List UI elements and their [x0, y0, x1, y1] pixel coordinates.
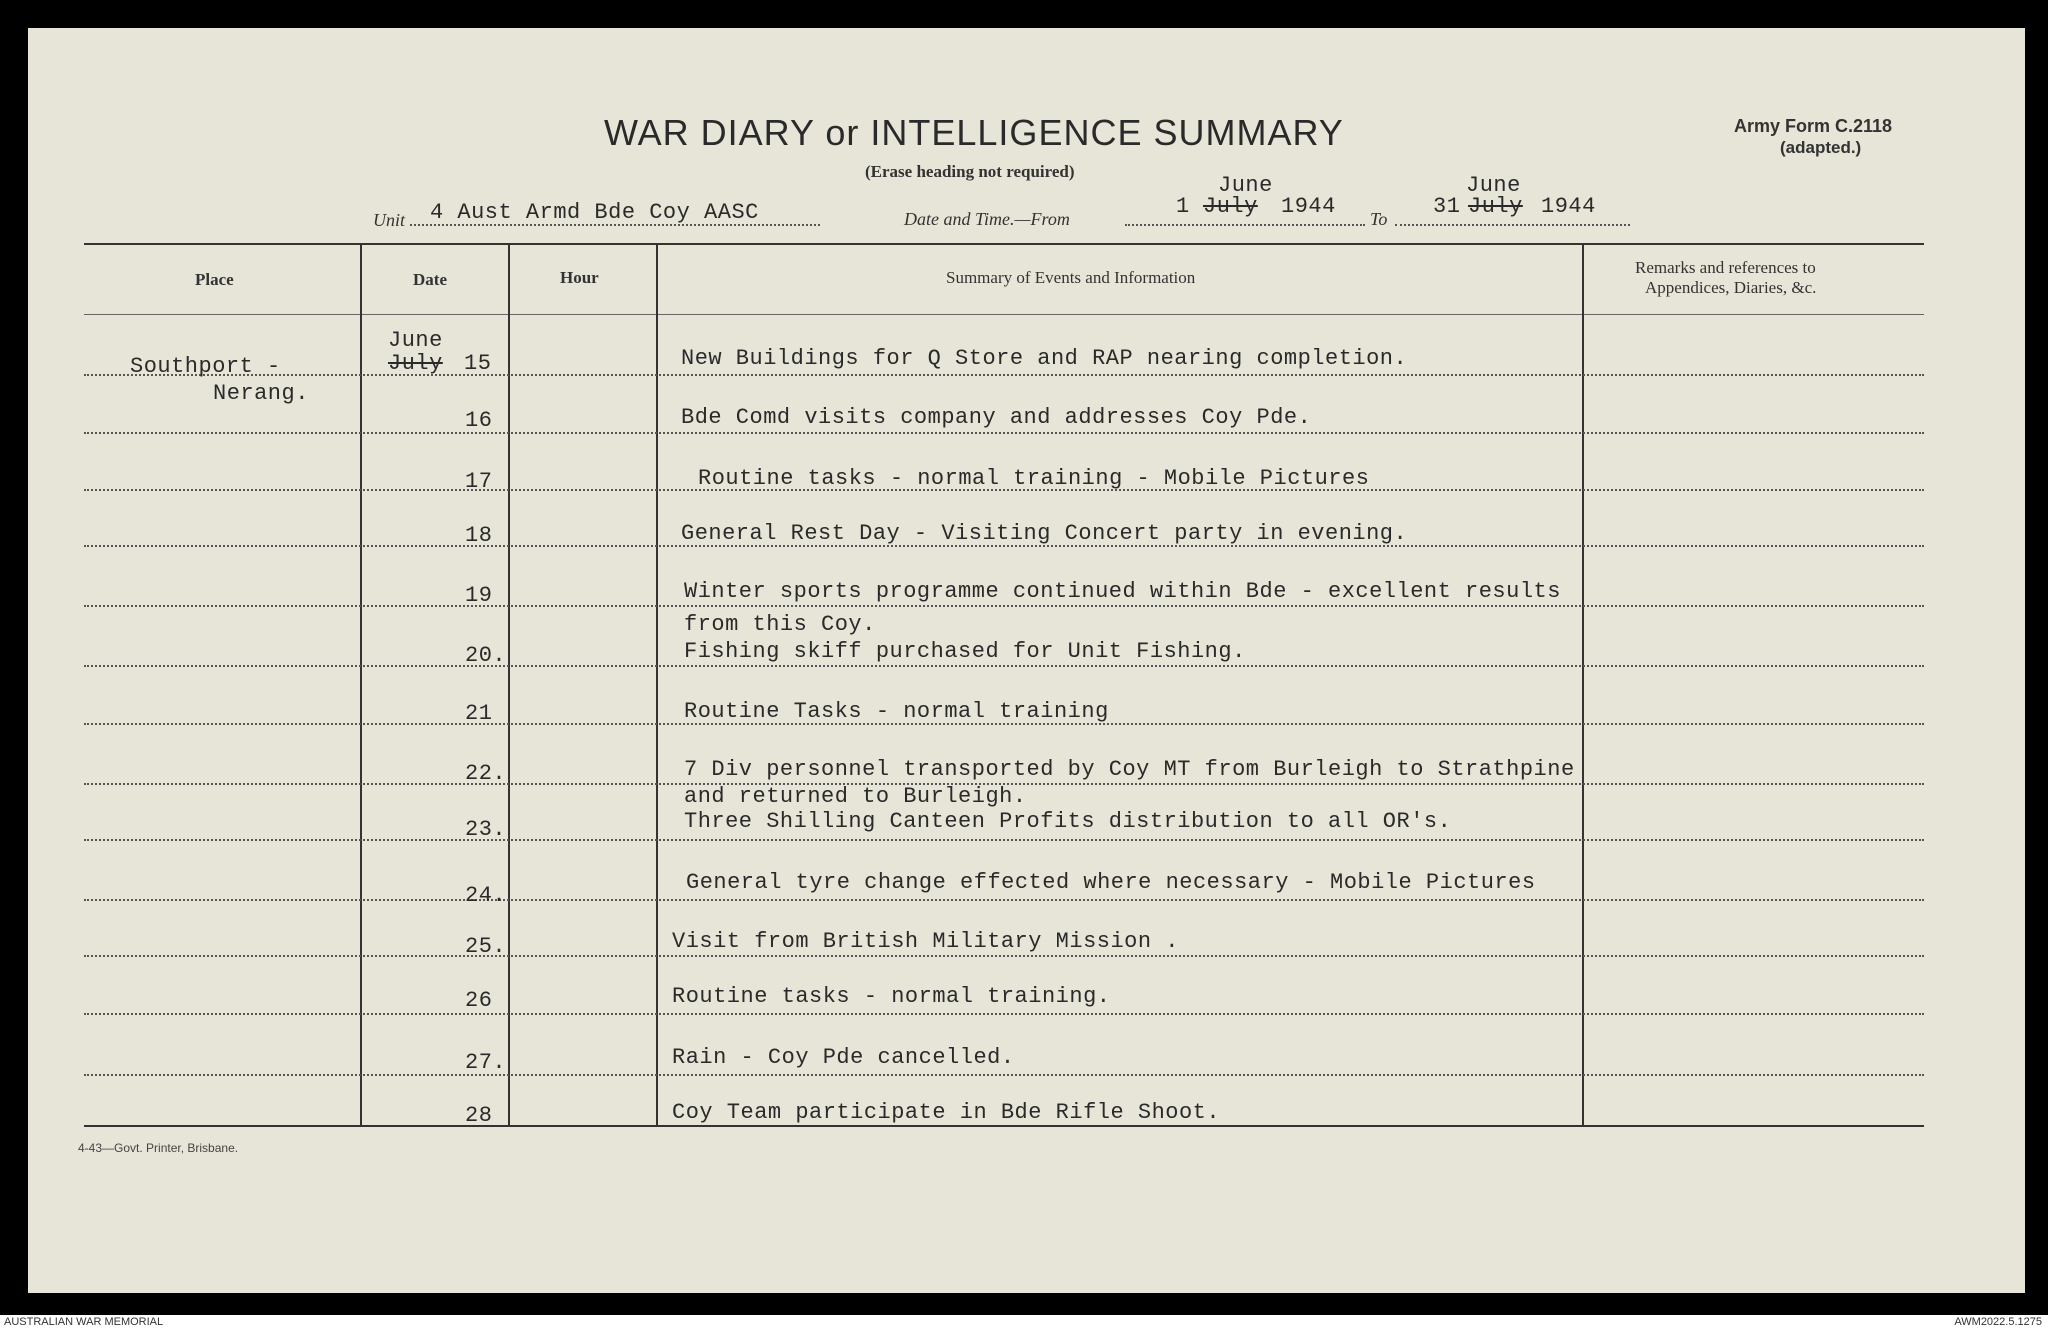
first-date-struck-month: July — [388, 351, 443, 376]
entry-date: 17 — [465, 469, 493, 494]
entry-date: 28 — [465, 1103, 493, 1128]
unit-label: Unit — [373, 210, 406, 230]
row-line — [84, 955, 1924, 957]
entry-text: General tyre change effected where necessary - Mobile Pictures — [686, 870, 1536, 895]
to-label: To — [1370, 209, 1388, 229]
entry-date: 24. — [465, 883, 507, 908]
entry-text: Bde Comd visits company and addresses Coy Pde. — [681, 405, 1312, 430]
header-hour: Hour — [560, 268, 599, 287]
header-remarks-line1: Remarks and references to — [1635, 258, 1816, 277]
entry-text: General Rest Day - Visiting Concert party in evening. — [681, 521, 1408, 546]
entry-text: Three Shilling Canteen Profits distribution to all OR's. — [684, 809, 1452, 834]
entry-date: 26 — [465, 988, 493, 1013]
header-date: Date — [413, 270, 447, 289]
unit-value: 4 Aust Armd Bde Coy AASC — [430, 200, 759, 225]
row-line — [84, 1074, 1924, 1076]
entry-text: Winter sports programme continued within Bde - excellent results — [684, 579, 1561, 604]
header-place: Place — [195, 270, 234, 289]
to-month: June — [1466, 173, 1521, 198]
from-dotted-line — [1125, 224, 1365, 226]
entry-date: 16 — [465, 408, 493, 433]
printer-note: 4-43—Govt. Printer, Brisbane. — [78, 1141, 239, 1155]
from-year: 1944 — [1281, 194, 1336, 219]
to-year: 1944 — [1541, 194, 1596, 219]
entry-date: 18 — [465, 523, 493, 548]
row-line — [84, 432, 1924, 434]
first-date-month: June — [388, 328, 443, 353]
army-form-adapted: (adapted.) — [1780, 138, 1862, 157]
column-divider-date — [508, 245, 510, 1125]
archive-footer — [0, 1315, 2048, 1330]
from-struck-month: July — [1203, 194, 1258, 219]
entry-text: Routine tasks - normal training. — [672, 984, 1111, 1009]
entry-text: Routine Tasks - normal training — [684, 699, 1109, 724]
entry-date: 25. — [465, 934, 507, 959]
place-line1: Southport - — [130, 354, 281, 379]
from-day: 1 — [1176, 194, 1190, 219]
row-line — [84, 1013, 1924, 1015]
army-form-number: Army Form C.2118 — [1734, 116, 1893, 136]
entry-text: Rain - Coy Pde cancelled. — [672, 1045, 1015, 1070]
to-dotted-line — [1395, 224, 1630, 226]
column-divider-place — [360, 245, 362, 1125]
row-line — [84, 899, 1924, 901]
to-struck-month: July — [1468, 194, 1523, 219]
row-line — [84, 665, 1924, 667]
header-summary: Summary of Events and Information — [946, 268, 1196, 287]
entry-text: Visit from British Military Mission . — [672, 929, 1179, 954]
header-remarks-line2: Appendices, Diaries, &c. — [1645, 278, 1817, 297]
entry-text: Coy Team participate in Bde Rifle Shoot. — [672, 1100, 1221, 1125]
entry-text: Routine tasks - normal training - Mobile Pictures — [698, 466, 1370, 491]
row-line — [84, 839, 1924, 841]
column-divider-hour — [656, 245, 658, 1125]
entry-date: 21 — [465, 701, 493, 726]
footer-right-text: AWM2022.5.1275 — [1954, 1316, 2042, 1328]
row-line — [84, 605, 1924, 607]
date-time-label: Date and Time.—From — [904, 209, 1070, 229]
form-subtitle: (Erase heading not required) — [865, 162, 1075, 181]
entry-text-continued: and returned to Burleigh. — [684, 784, 1027, 809]
entry-date: 27. — [465, 1050, 507, 1075]
entry-date: 19 — [465, 583, 493, 608]
column-divider-summary — [1582, 245, 1584, 1125]
table-bottom-rule — [84, 1125, 1924, 1127]
entry-date: 23. — [465, 817, 507, 842]
entry-date: 22. — [465, 761, 507, 786]
entry-text: 7 Div personnel transported by Coy MT from Burleigh to Strathpine — [684, 757, 1575, 782]
entry-text: New Buildings for Q Store and RAP nearing completion. — [681, 346, 1408, 371]
place-line2: Nerang. — [213, 381, 309, 406]
row-line — [84, 374, 1924, 376]
first-date-day: 15 — [464, 351, 492, 376]
form-title: WAR DIARY or INTELLIGENCE SUMMARY — [604, 112, 1344, 153]
to-day: 31 — [1433, 194, 1461, 219]
footer-left-text: AUSTRALIAN WAR MEMORIAL — [4, 1316, 164, 1328]
entry-text-continued: from this Coy. — [684, 612, 876, 637]
unit-dotted-line — [410, 224, 820, 226]
from-month: June — [1218, 173, 1273, 198]
entry-text: Fishing skiff purchased for Unit Fishing. — [684, 639, 1246, 664]
entry-date: 20. — [465, 643, 507, 668]
